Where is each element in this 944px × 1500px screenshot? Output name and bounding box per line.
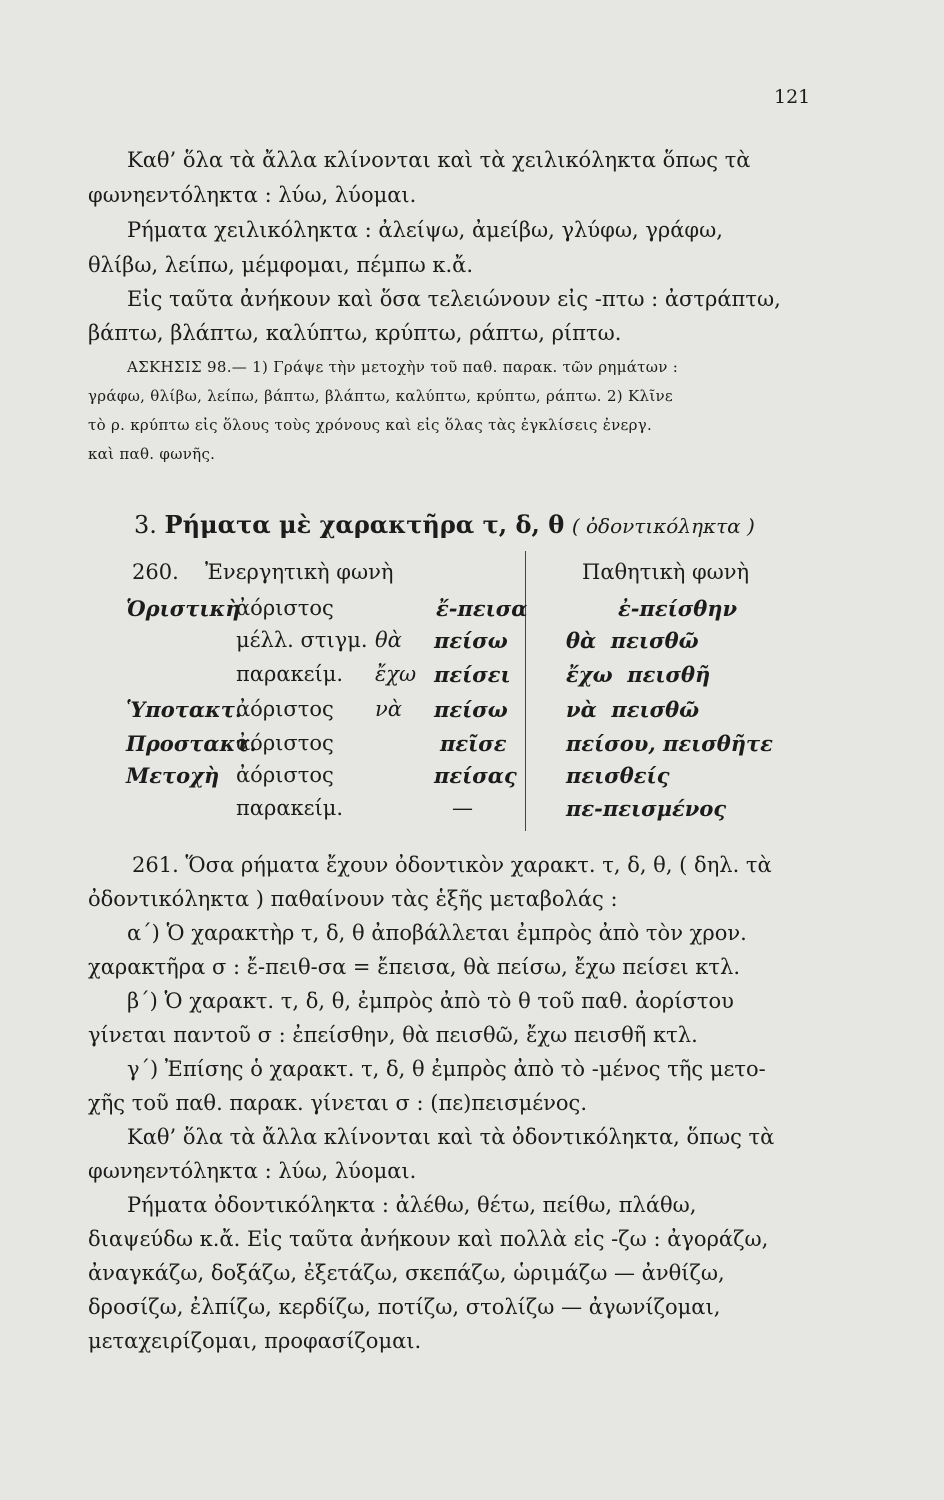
section-subtitle: ( ὀδοντικόληκτα ) bbox=[571, 514, 755, 538]
active-form: — bbox=[452, 796, 473, 820]
tense-label: ἀόριστος bbox=[236, 731, 334, 755]
para-261-line: β΄) Ὁ χαρακτ. τ, δ, θ, ἐμπρὸς ἀπὸ τὸ θ τοῦ παθ. ἀορίστου bbox=[127, 989, 734, 1013]
intro-line: θλίβω, λείπω, μέμφομαι, πέμπω κ.ἄ. bbox=[88, 253, 474, 277]
intro-line: Ρήματα χειλικόληκτα : ἀλείψω, ἀμείβω, γλύφω, γράφω, bbox=[127, 218, 723, 242]
active-form: ἔ-πεισα bbox=[436, 596, 528, 621]
active-form: πείσας bbox=[434, 763, 517, 788]
exercise-line: γράφω, θλίβω, λείπω, βάπτω, βλάπτω, καλύπτω, κρύπτω, ράπτω. 2) Κλῖνε bbox=[88, 387, 673, 405]
mood-label: Προστακτ. bbox=[126, 731, 257, 756]
para-261-line: γίνεται παντοῦ σ : ἐπείσθην, θὰ πεισθῶ, ἔχω πεισθῆ κτλ. bbox=[88, 1023, 698, 1047]
section-heading bbox=[134, 510, 755, 539]
para-261-line: ἀναγκάζω, δοξάζω, ἐξετάζω, σκεπάζω, ὡριμάζω — ἀνθίζω, bbox=[88, 1261, 725, 1285]
aux-word: θὰ bbox=[375, 628, 402, 652]
tense-label: ἀόριστος bbox=[236, 697, 334, 721]
para-261-line: α΄) Ὁ χαρακτὴρ τ, δ, θ ἀποβάλλεται ἐμπρὸς ἀπὸ τὸν χρον. bbox=[127, 921, 747, 945]
para-261-line: χαρακτῆρα σ : ἔ-πειθ-σα = ἔπεισα, θὰ πείσω, ἔχω πείσει κτλ. bbox=[88, 955, 741, 979]
aux-word: νὰ bbox=[375, 697, 402, 721]
tense-label: ἀόριστος bbox=[236, 763, 334, 787]
para-261-line: δροσίζω, ἐλπίζω, κερδίζω, ποτίζω, στολίζω — ἀγωνίζομαι, bbox=[88, 1295, 721, 1319]
passive-form: θὰ πεισθῶ bbox=[566, 628, 699, 653]
passive-form: νὰ πεισθῶ bbox=[566, 697, 700, 722]
para-261-line: 261. Ὅσα ρήματα ἔχουν ὀδοντικὸν χαρακτ. τ, δ, θ, ( δηλ. τὰ bbox=[132, 853, 772, 877]
passive-form: πείσου, πεισθῆτε bbox=[566, 731, 773, 756]
para-261-line: Καθ’ ὅλα τὰ ἄλλα κλίνονται καὶ τὰ ὀδοντικόληκτα, ὅπως τὰ bbox=[127, 1125, 775, 1149]
mood-label: Ὑποτακτ. bbox=[126, 697, 243, 722]
tense-label: παρακείμ. bbox=[236, 796, 344, 820]
para-261-line: μεταχειρίζομαι, προφασίζομαι. bbox=[88, 1329, 422, 1353]
exercise-line: τὸ ρ. κρύπτω εἰς ὅλους τοὺς χρόνους καὶ εἰς ὅλας τὰς ἐγκλίσεις ἐνεργ. bbox=[88, 416, 653, 434]
active-form: πείσω bbox=[434, 697, 508, 722]
passive-form: ἐ-πείσθην bbox=[618, 596, 738, 621]
aux-word: ἔχω bbox=[375, 662, 417, 686]
table-divider bbox=[525, 551, 526, 831]
para-261-line: ὀδοντικόληκτα ) παθαίνουν τὰς ἑξῆς μεταβολάς : bbox=[88, 887, 618, 911]
section-title: Ρήματα μὲ χαρακτῆρα τ, δ, θ bbox=[164, 510, 565, 539]
passive-form: ἔχω πεισθῆ bbox=[566, 662, 711, 687]
mood-label: Ὁριστικὴ bbox=[126, 596, 241, 621]
active-form: πείσει bbox=[434, 662, 511, 687]
active-form: πεῖσε bbox=[440, 731, 507, 756]
exercise-line: καὶ παθ. φωνῆς. bbox=[88, 445, 216, 463]
intro-line: Καθ’ ὅλα τὰ ἄλλα κλίνονται καὶ τὰ χειλικόληκτα ὅπως τὰ bbox=[127, 148, 751, 172]
para-number-260: 260. bbox=[132, 560, 179, 584]
para-261-line: Ρήματα ὀδοντικόληκτα : ἀλέθω, θέτω, πείθω, πλάθω, bbox=[127, 1193, 697, 1217]
active-form: πείσω bbox=[434, 628, 508, 653]
passive-form: πεισθείς bbox=[566, 763, 670, 788]
intro-line: φωνηεντόληκτα : λύω, λύομαι. bbox=[88, 183, 417, 207]
intro-line: βάπτω, βλάπτω, καλύπτω, κρύπτω, ράπτω, ρίπτω. bbox=[88, 321, 622, 345]
exercise-line: ΑΣΚΗΣΙΣ 98.— 1) Γράψε τὴν μετοχὴν τοῦ παθ. παρακ. τῶν ρημάτων : bbox=[127, 358, 679, 376]
tense-label: ἀόριστος bbox=[236, 596, 334, 620]
para-261-line: φωνηεντόληκτα : λύω, λύομαι. bbox=[88, 1159, 417, 1183]
tense-label: μέλλ. στιγμ. bbox=[236, 628, 368, 652]
mood-label: Μετοχὴ bbox=[126, 763, 220, 788]
passive-form: πε-πεισμένος bbox=[566, 796, 727, 821]
passive-voice-header: Παθητικὴ φωνὴ bbox=[582, 560, 750, 584]
tense-label: παρακείμ. bbox=[236, 662, 344, 686]
para-261-line: χῆς τοῦ παθ. παρακ. γίνεται σ : (πε)πεισμένος. bbox=[88, 1091, 587, 1115]
page-number: 121 bbox=[774, 86, 811, 108]
active-voice-header: Ἐνεργητικὴ φωνὴ bbox=[205, 560, 394, 584]
section-number: 3. bbox=[134, 511, 157, 539]
para-261-line: διαψεύδω κ.ἄ. Εἰς ταῦτα ἀνήκουν καὶ πολλὰ εἰς -ζω : ἀγοράζω, bbox=[88, 1227, 769, 1251]
intro-line: Εἰς ταῦτα ἀνήκουν καὶ ὅσα τελειώνουν εἰς -πτω : ἀστράπτω, bbox=[127, 287, 781, 311]
para-261-line: γ΄) Ἐπίσης ὁ χαρακτ. τ, δ, θ ἐμπρὸς ἀπὸ τὸ -μένος τῆς μετο- bbox=[127, 1057, 766, 1081]
